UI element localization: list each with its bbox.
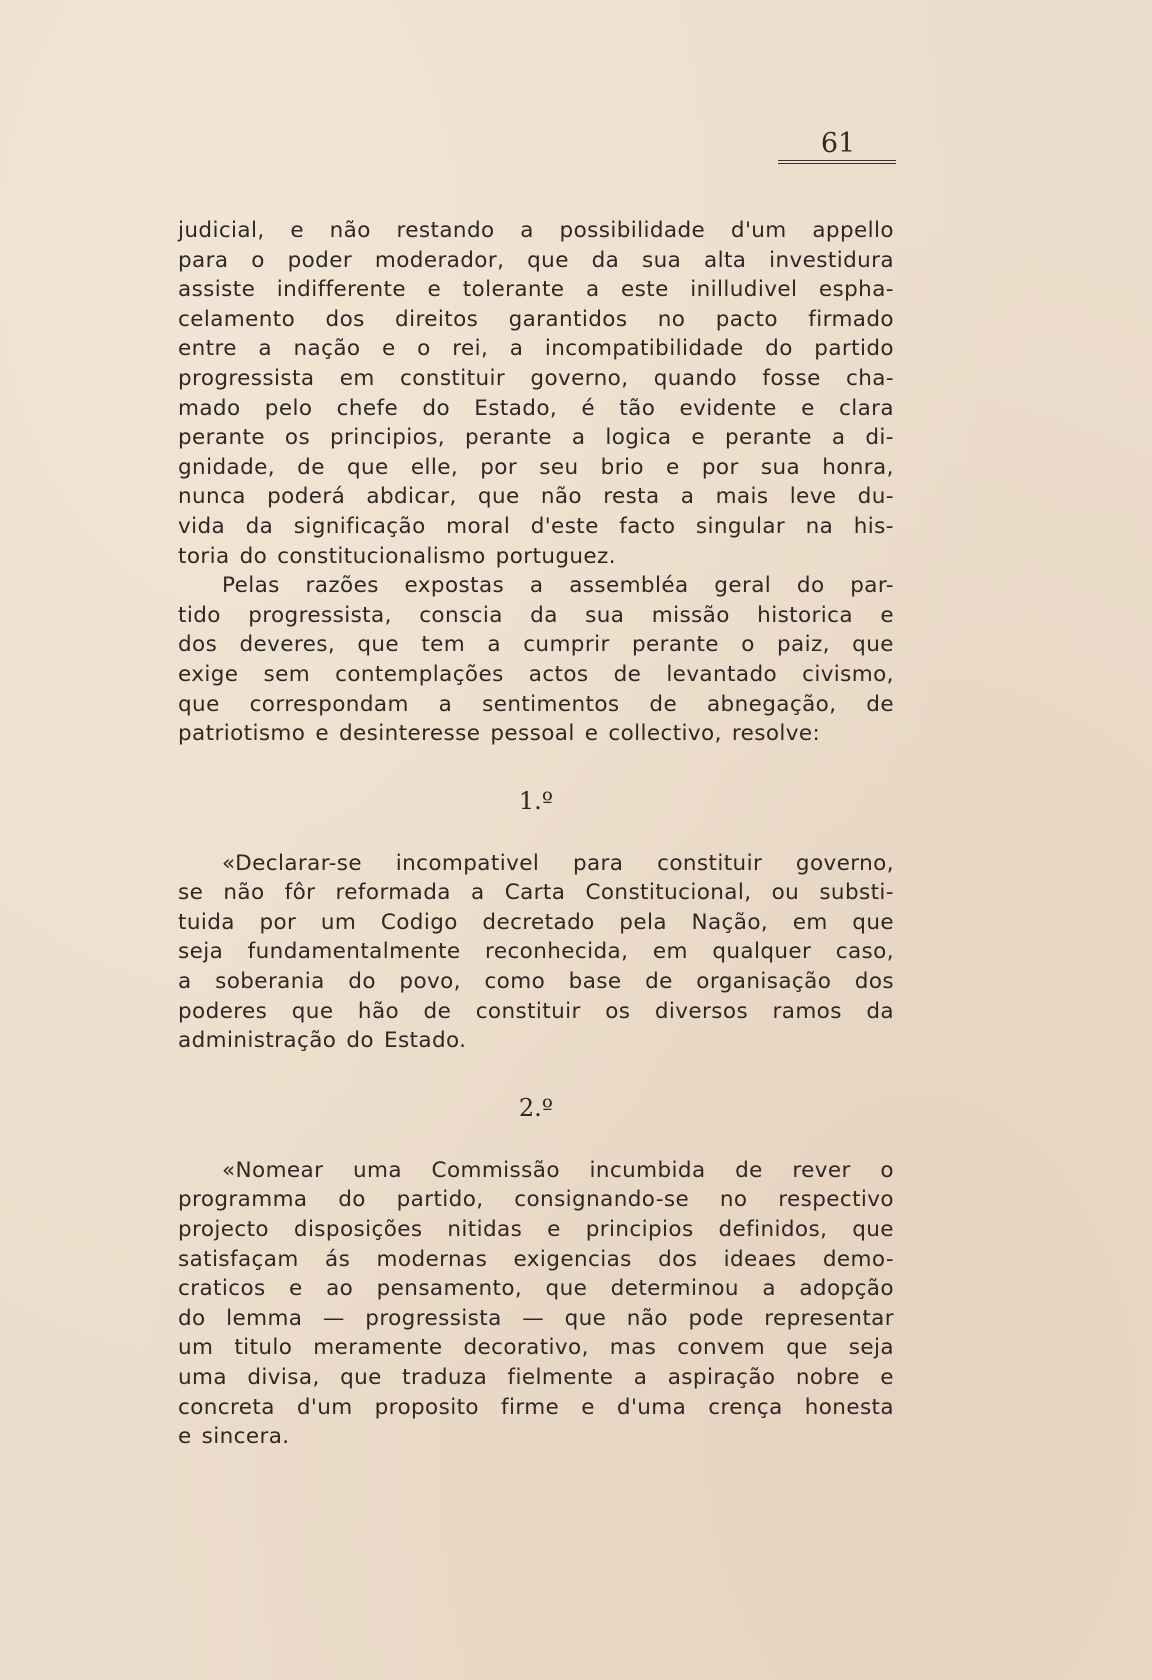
resolution-text xyxy=(178,849,894,1056)
paragraph xyxy=(178,216,894,571)
text-line: «Nomear uma Commissão incumbida de rever o xyxy=(222,1157,894,1183)
page-number-rule xyxy=(778,160,896,164)
resolution-heading: 1.º xyxy=(518,786,554,815)
text-line: entre a nação e o rei, a incompatibilidade do partido xyxy=(178,336,894,362)
paragraph xyxy=(178,571,894,749)
text-line: Pelas razões expostas a assembléa geral do par- xyxy=(222,573,894,599)
text-line: programma do partido, consignando-se no respectivo xyxy=(178,1187,894,1213)
text-line: a soberania do povo, como base de organisação dos xyxy=(178,969,894,995)
text-line: para o poder moderador, que da sua alta investidura xyxy=(178,247,894,273)
text-line: satisfaçam ás modernas exigencias dos ideaes demo- xyxy=(178,1246,894,1272)
text-line: tido progressista, conscia da sua missão historica e xyxy=(178,602,894,628)
resolution-text xyxy=(178,1156,894,1452)
text-line: mado pelo chefe do Estado, é tão evidente e clara xyxy=(178,395,894,421)
resolution-heading: 2.º xyxy=(518,1093,554,1122)
text-line: um titulo meramente decorativo, mas convem que seja xyxy=(178,1335,894,1361)
text-line: gnidade, de que elle, por seu brio e por sua honra, xyxy=(178,454,894,480)
text-line: tuida por um Codigo decretado pela Nação, em que xyxy=(178,909,894,935)
text-line: uma divisa, que traduza fielmente a aspiração nobre e xyxy=(178,1365,894,1390)
body-text xyxy=(178,216,894,1452)
text-line: patriotismo e desinteresse pessoal e collectivo, resolve: xyxy=(178,721,821,747)
text-line: judicial, e não restando a possibilidade d'um appello xyxy=(178,218,894,243)
text-line: dos deveres, que tem a cumprir perante o paiz, que xyxy=(178,632,894,658)
text-line: perante os principios, perante a logica e perante a di- xyxy=(178,425,894,451)
text-line: concreta d'um proposito firme e d'uma crença honesta xyxy=(178,1394,894,1420)
text-line: exige sem contemplações actos de levantado civismo, xyxy=(178,661,894,687)
text-line: vida da significação moral d'este facto singular na his- xyxy=(178,513,894,539)
text-line: e sincera. xyxy=(178,1424,290,1450)
text-line: poderes que hão de constituir os diversos ramos da xyxy=(178,998,894,1024)
text-line: que correspondam a sentimentos de abnegação, de xyxy=(178,691,894,717)
text-line: do lemma — progressista — que não pode representar xyxy=(178,1305,894,1331)
text-line: progressista em constituir governo, quando fosse cha- xyxy=(178,365,894,391)
text-line: se não fôr reformada a Carta Constitucional, ou substi- xyxy=(178,880,894,906)
text-line: nunca poderá abdicar, que não resta a mais leve du- xyxy=(178,484,894,510)
text-line: assiste indifferente e tolerante a este inilludivel espha- xyxy=(178,277,894,303)
text-line: projecto disposições nitidas e principios definidos, que xyxy=(178,1217,894,1243)
text-line: administração do Estado. xyxy=(178,1028,467,1054)
text-line: celamento dos direitos garantidos no pacto firmado xyxy=(178,306,894,332)
page-number-block xyxy=(778,128,898,164)
text-line: seja fundamentalmente reconhecida, em qualquer caso, xyxy=(178,939,894,965)
page-number: 61 xyxy=(820,128,856,159)
text-line: toria do constitucionalismo portuguez. xyxy=(178,543,616,569)
text-line: «Declarar-se incompativel para constituir governo, xyxy=(222,850,894,876)
text-line: craticos e ao pensamento, que determinou a adopção xyxy=(178,1276,894,1302)
